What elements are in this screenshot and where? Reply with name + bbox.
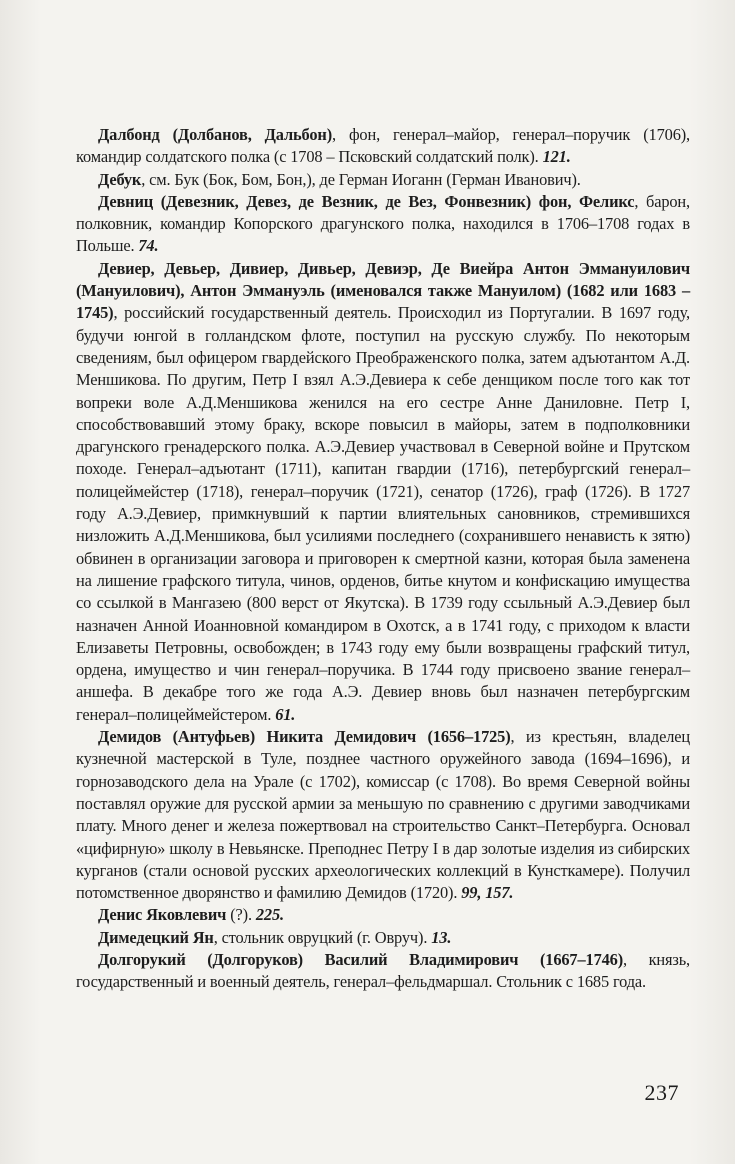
entry-body: , из крестьян, владелец кузнечной мастерской в Туле, позднее частного оружейного завода (1694–1696), и горнозаводского дела на Урале (с 1702), комиссар (с 1708). Во время Северной войны поставлял оружие для русской армии за меньшую по сравнению с другими заводчиками плату. Много денег и железа пожертвовал на строительство Санкт–Петербурга. Основал «цифирную» школу в Невьянске. Преподнес Петру I в дар золотые изделия из сибирских курганов (стали основой русских археологических коллекций в Кунсткамере). Получил потомственное дворянство и фамилию Демидов (1720). [76, 727, 690, 903]
entry-heading: Денис Яковлевич [98, 905, 227, 925]
entry-dolgorukiy [76, 949, 690, 994]
page-reference: 13. [431, 927, 452, 947]
page-reference: 225. [255, 905, 284, 925]
entry-body: (?). [226, 905, 256, 925]
entry-body: , барон, полковник, командир Копорского драгунского полка, находился в 1706–1708 годах в Польше. [76, 191, 690, 256]
entry-heading: Девниц (Девезник, Девез, де Везник, де Вез, Фонвезник) фон, Феликс [98, 191, 635, 211]
page-number: 237 [644, 1080, 679, 1105]
entry-denis [76, 904, 690, 926]
entry-devnic [76, 191, 690, 258]
entry-heading: Демидов (Антуфьев) Никита Демидович (1656–1725) [98, 727, 511, 747]
entry-heading: Далбонд (Долбанов, Дальбон) [98, 125, 333, 144]
entry-heading: Девиер, Девьер, Дивиер, Дивьер, Девиэр, Де Виейра Антон Эммануилович (Мануилович), Антон Эммануэль (именовался также Мануилом) (1682 или 1683 – 1745) [76, 258, 690, 323]
entry-body: , фон, генерал–майор, генерал–поручик (1706), командир солдатского полка (с 1708 – Псковский солдатский полк). [76, 125, 690, 167]
entry-body: , князь, государственный и военный деятель, генерал–фельдмаршал. Стольник с 1685 года. [76, 949, 690, 992]
entry-heading: Димедецкий Ян [98, 927, 214, 947]
entry-debuk [76, 169, 690, 191]
page-reference: 61. [275, 704, 296, 724]
entry-demidov [76, 726, 690, 904]
entry-devier [76, 258, 690, 726]
page-reference: 99, 157. [461, 883, 514, 903]
entry-dalbond [76, 124, 690, 169]
entry-body: , см. Бук (Бок, Бом, Бон,), де Герман Иоганн (Герман Иванович). [141, 169, 581, 189]
entry-dimedecki [76, 927, 690, 949]
entry-heading: Долгорукий (Долгоруков) Василий Владимирович (1667–1746) [98, 949, 624, 969]
page-reference: 121. [542, 147, 571, 167]
entry-heading: Дебук [98, 169, 142, 189]
entry-body: , российский государственный деятель. Происходил из Португалии. В 1697 году, будучи юнгой в голландском флоте, поступил на русскую службу. По некоторым сведениям, был офицером гвардейского Преображенского полка, затем адъютантом А.Д. Меншикова. По другим, Петр I взял А.Э.Девиера к себе денщиком после того как тот вопреки воле А.Д.Меншикова женился на его сестре Анне Даниловне. Петр I, способствовавший этому браку, вскоре повысил в майоры, затем в подполковники драгунского гренадерского полка. А.Э.Девиер участвовал в Северной войне и Прутском походе. Генерал–адъютант (1711), капитан гвардии (1716), петербургский генерал–полицеймейстер (1718), генерал–поручик (1721), сенатор (1726), граф (1726). В 1727 году А.Э.Девиер, примкнувший к партии влиятельных сановников, стремившихся низложить А.Д.Меншикова, был усилиями последнего (сохранившего ненависть к зятю) обвинен в организации заговора и приговорен к смертной казни, которая была заменена на лишение графского титула, чинов, орденов, битье кнутом и конфискацию имущества со ссылкой в Мангазею (800 верст от Якутска). В 1739 году ссыльный А.Э.Девиер был назначен Анной Иоанновной командиром в Охотск, а в 1741 году, с приходом к власти Елизаветы Петровны, освобожден; в 1743 году ему были возвращены графский титул, ордена, имущество и чин генерал–поручика. В 1744 году присвоено звание генерал–аншефа. В декабре того же года А.Э. Девиер вновь был назначен петербургским генерал–полицеймейстером. [76, 303, 690, 724]
page-reference: 74. [138, 236, 159, 256]
entry-body: , стольник овруцкий (г. Овруч). [213, 927, 432, 947]
page-text [76, 124, 690, 994]
